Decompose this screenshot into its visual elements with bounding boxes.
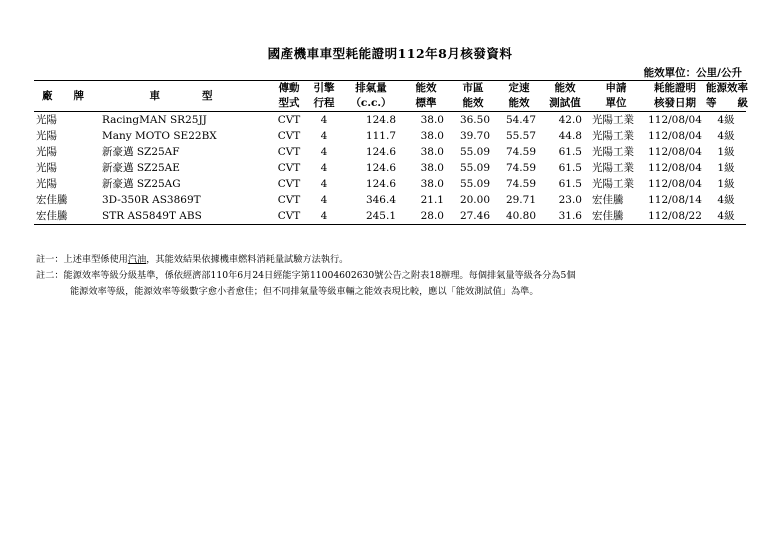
cell-date: 112/08/14	[648, 194, 702, 206]
cell-test: 23.0	[558, 194, 582, 206]
header-model: 車 型	[92, 81, 270, 112]
header-brand: 廠 牌	[34, 81, 92, 112]
header-applicant-2: 單位	[588, 96, 644, 112]
cell-test: 61.5	[558, 178, 582, 190]
cell-test: 61.5	[558, 146, 582, 158]
note-2-line-1: 註二：能源效率等級分級基準，係依經濟部110年6月24日經能字第11004602630號公告之附表18辦理。每個排氣量等級各分為5個	[36, 270, 576, 281]
cell-date: 112/08/04	[648, 178, 702, 190]
cell-constant: 74.59	[505, 146, 536, 158]
cell-standard: 21.1	[420, 194, 444, 206]
header-applicant-1: 申請	[588, 81, 644, 97]
cell-constant: 74.59	[505, 178, 536, 190]
notes	[36, 252, 576, 300]
cell-transmission: CVT	[277, 194, 301, 206]
cell-transmission: CVT	[270, 208, 308, 225]
cell-standard: 38.0	[420, 146, 444, 158]
header-stroke-1: 引擎	[308, 81, 340, 97]
header-row-top	[34, 81, 746, 97]
header-urban-2: 能效	[450, 96, 496, 112]
cell-brand: 宏佳騰	[36, 194, 68, 206]
cell-transmission: CVT	[277, 162, 301, 174]
table-row	[34, 160, 746, 176]
certification-table	[34, 80, 746, 225]
header-test-2: 測試值	[542, 96, 588, 112]
table-row	[34, 144, 746, 160]
cell-grade: 4級	[717, 130, 735, 142]
table-header	[34, 81, 746, 112]
cell-grade: 1級	[717, 162, 735, 174]
cell-constant: 29.71	[505, 194, 536, 206]
cell-displacement: 124.8	[365, 114, 396, 126]
cell-urban: 39.70	[459, 130, 490, 142]
cell-brand: 光陽	[36, 146, 57, 158]
header-trans-1: 傳動	[270, 81, 308, 97]
cell-test: 31.6	[542, 208, 588, 225]
cell-constant: 55.57	[505, 130, 536, 142]
header-constant-2: 能效	[496, 96, 542, 112]
cell-standard: 38.0	[420, 130, 444, 142]
cell-constant: 74.59	[505, 162, 536, 174]
cell-test: 44.8	[558, 130, 582, 142]
cell-test: 61.5	[558, 162, 582, 174]
cell-date: 112/08/04	[648, 146, 702, 158]
cell-urban: 55.09	[459, 146, 490, 158]
cell-displacement: 124.6	[365, 178, 396, 190]
cell-standard: 38.0	[420, 114, 444, 126]
cell-constant: 40.80	[496, 208, 542, 225]
header-trans-2: 型式	[270, 96, 308, 112]
cell-standard: 38.0	[420, 178, 444, 190]
header-displacement-1: 排氣量	[340, 81, 402, 97]
cell-grade: 1級	[717, 178, 735, 190]
cell-urban: 20.00	[459, 194, 490, 206]
note-1	[36, 252, 576, 268]
header-standard-1: 能效	[402, 81, 450, 97]
cell-date: 112/08/04	[648, 130, 702, 142]
note-2-line-2: 能源效率等級，能源效率等級數字愈小者愈佳；但不同排氣量等級車輛之能效表現比較，應以「能效測試值」為準。	[70, 286, 539, 297]
cell-standard: 38.0	[420, 162, 444, 174]
cell-test: 42.0	[558, 114, 582, 126]
cell-transmission: CVT	[277, 114, 301, 126]
cell-brand: 光陽	[36, 114, 57, 126]
cell-stroke: 4	[320, 114, 328, 126]
cell-model: 新豪邁 SZ25AG	[102, 178, 181, 190]
cell-applicant: 宏佳騰	[588, 208, 644, 225]
cell-applicant: 光陽工業	[592, 162, 634, 174]
table-row	[34, 176, 746, 192]
unit-label: 能效單位：公里/公升	[643, 67, 742, 79]
cell-grade: 4級	[717, 114, 735, 126]
header-test-1: 能效	[542, 81, 588, 97]
cell-model: 3D-350R AS3869T	[102, 194, 201, 206]
cell-displacement: 124.6	[365, 146, 396, 158]
cell-grade: 4級	[717, 194, 735, 206]
note-1-fuel: 汽油	[127, 254, 147, 265]
cell-displacement: 124.6	[365, 162, 396, 174]
cell-displacement: 111.7	[365, 130, 396, 142]
header-displacement-2: （c.c.）	[340, 96, 402, 112]
cell-brand: 光陽	[36, 130, 57, 142]
header-date-2: 核發日期	[644, 96, 706, 112]
cell-transmission: CVT	[277, 178, 301, 190]
header-standard-2: 標準	[402, 96, 450, 112]
header-urban-1: 市區	[450, 81, 496, 97]
cell-transmission: CVT	[277, 146, 301, 158]
cell-stroke: 4	[320, 178, 328, 190]
cell-urban: 36.50	[459, 114, 490, 126]
cell-displacement: 245.1	[340, 208, 402, 225]
header-grade-1: 能源效率	[706, 82, 748, 94]
cell-urban: 55.09	[459, 162, 490, 174]
cell-applicant: 光陽工業	[592, 114, 634, 126]
header-stroke-2: 行程	[308, 96, 340, 112]
note-1-prefix: 註一：上述車型係使用	[36, 254, 128, 265]
note-1-suffix: ，其能效結果依據機車燃料消耗量試驗方法執行。	[146, 254, 349, 265]
cell-standard: 28.0	[402, 208, 450, 225]
table-row	[34, 208, 746, 225]
table-body	[34, 112, 746, 225]
cell-stroke: 4	[320, 130, 328, 142]
cell-model: 新豪邁 SZ25AE	[102, 162, 180, 174]
cell-applicant: 光陽工業	[592, 130, 634, 142]
cell-stroke: 4	[308, 208, 340, 225]
cell-urban: 27.46	[450, 208, 496, 225]
header-grade-2: 等 級	[706, 96, 746, 112]
cell-displacement: 346.4	[365, 194, 396, 206]
cell-applicant: 光陽工業	[592, 178, 634, 190]
cell-date: 112/08/04	[648, 162, 702, 174]
cell-model: 新豪邁 SZ25AF	[102, 146, 180, 158]
table-row	[34, 112, 746, 129]
cell-stroke: 4	[320, 146, 328, 158]
cell-applicant: 宏佳騰	[592, 194, 624, 206]
cell-grade: 1級	[717, 146, 735, 158]
header-date-1: 耗能證明	[644, 81, 706, 97]
cell-stroke: 4	[320, 194, 328, 206]
cell-brand: 光陽	[36, 162, 57, 174]
cell-model: STR AS5849T ABS	[92, 208, 270, 225]
document-title: 國產機車車型耗能證明112年8月核發資料	[267, 46, 513, 61]
cell-brand: 宏佳騰	[34, 208, 92, 225]
table-row	[34, 192, 746, 208]
cell-stroke: 4	[320, 162, 328, 174]
cell-urban: 55.09	[459, 178, 490, 190]
cell-date: 112/08/04	[648, 114, 702, 126]
cell-constant: 54.47	[505, 114, 536, 126]
cell-model: Many MOTO SE22BX	[102, 130, 217, 142]
header-constant-1: 定速	[496, 81, 542, 97]
cell-applicant: 光陽工業	[592, 146, 634, 158]
cell-transmission: CVT	[277, 130, 301, 142]
cell-grade: 4級	[706, 208, 746, 225]
table-row	[34, 128, 746, 144]
cell-date: 112/08/22	[644, 208, 706, 225]
cell-brand: 光陽	[36, 178, 57, 190]
cell-model: RacingMAN SR25JJ	[102, 114, 207, 126]
